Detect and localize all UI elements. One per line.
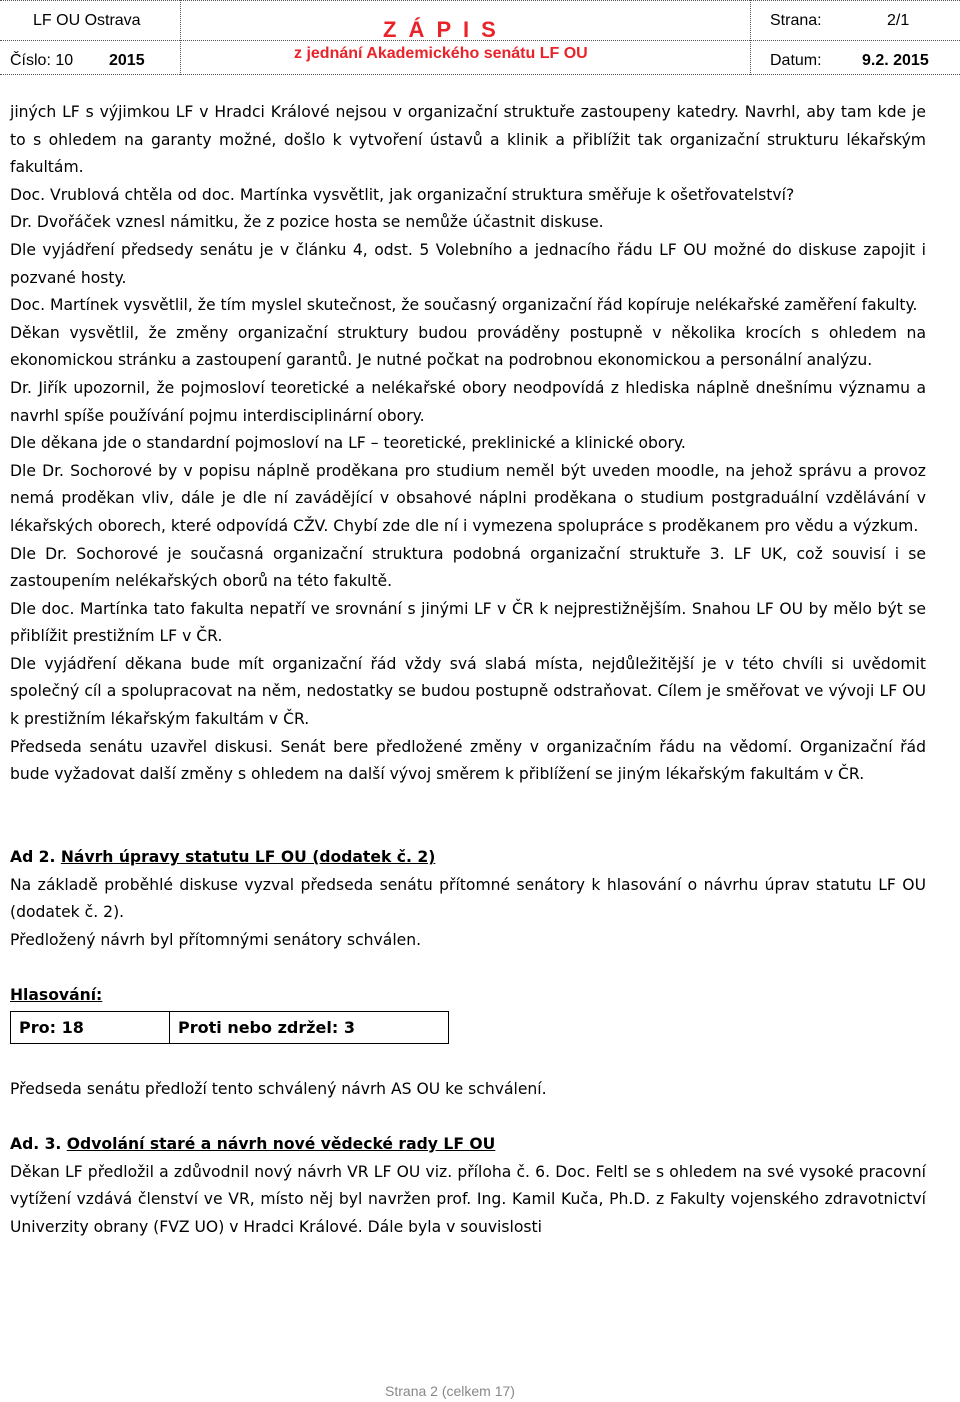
header-divider-left (180, 0, 181, 75)
header-year: 2015 (109, 52, 145, 69)
header-rule-top (0, 0, 960, 1)
header-divider-right (750, 0, 751, 75)
paragraph: Doc. Vrublová chtěla od doc. Martínka vysvětlit, jak organizační struktura směřuje k ošetřovatelství? (10, 185, 795, 204)
paragraph: jiných LF s výjimkou LF v Hradci Králové nejsou v organizační struktuře zastoupeny katedry. Navrhl, aby tam kde je to s ohledem na garanty možné, došlo k vytvoření ústavů a klinik a přiblížit tak organizační strukturu lékařským fakultám. (10, 103, 926, 177)
vote-for-cell: Pro: 18 (11, 1011, 170, 1044)
spacer (10, 954, 926, 982)
paragraph: Děkan LF předložil a zdůvodnil nový návrh VR LF OU viz. příloha č. 6. Doc. Feltl se s ohledem na své vysoké pracovní vytížení vzdává členství ve VR, místo něj byl navržen prof. Ing. Kamil Kuča, Ph.D. z Fakulty vojenského zdravotnictví Univerzity obrany (FVZ UO) v Hradci Králové. Dále byla v souvislosti (10, 1162, 926, 1236)
paragraph: Předložený návrh byl přítomnými senátory schválen. (10, 930, 422, 949)
header-rule-middle (0, 40, 960, 41)
document-body (10, 99, 926, 1241)
section-3-prefix: Ad. 3. (10, 1134, 67, 1153)
section-2-heading (10, 844, 926, 872)
document-header (0, 0, 960, 75)
section-3-title: Odvolání staré a návrh nové vědecké rady LF OU (66, 1134, 496, 1153)
section-2-title: Návrh úpravy statutu LF OU (dodatek č. 2) (60, 848, 436, 867)
paragraph: Doc. Martínek vysvětlil, že tím myslel skutečnost, že současný organizační řád kopíruje nelékařské zaměření fakulty. (10, 296, 918, 315)
paragraph: Dle vyjádření předsedy senátu je v článku 4, odst. 5 Volebního a jednacího řádu LF OU možné do diskuse zapojit i pozvané hosty. (10, 240, 926, 287)
paragraph: Předseda senátu předloží tento schválený návrh AS OU ke schválení. (10, 1079, 547, 1098)
paragraph: Předseda senátu uzavřel diskusi. Senát bere předložené změny v organizačním řádu na vědomí. Organizační řád bude vyžadovat další změny s ohledem na další vývoj směrem k přiblížení se jiným lékařským fakultám v ČR. (10, 737, 926, 784)
paragraph: Dle doc. Martínka tato fakulta nepatří ve srovnání s jinými LF v ČR k nejprestižnějším. Snahou LF OU by mělo být se přiblížit prestižním LF v ČR. (10, 599, 926, 646)
table-row (11, 1011, 449, 1044)
vote-against-cell: Proti nebo zdržel: 3 (170, 1011, 449, 1044)
header-page-value: 2/1 (887, 12, 910, 29)
vote-table (10, 1011, 449, 1045)
vote-heading-text: Hlasování: (10, 986, 103, 1004)
header-subtitle: z jednání Akademického senátu LF OU (294, 45, 588, 62)
header-date-value: 9.2. 2015 (862, 52, 929, 69)
page-footer: Strana 2 (celkem 17) (385, 1383, 515, 1399)
header-page-label: Strana: (770, 12, 822, 29)
paragraph: Dle Dr. Sochorové by v popisu náplně proděkana pro studium neměl být uveden moodle, na jehož správu a provoz nemá proděkan vliv, dále je dle ní zavádějící v obsahové náplni proděkana o studium postgraduální vzdělávání v lékařských oborech, které odpovídá CŽV. Chybí zde dle ní i vymezena spolupráce s proděkanem pro vědu a výzkum. (10, 461, 926, 535)
spacer (10, 789, 926, 817)
paragraph: Dle děkana jde o standardní pojmosloví na LF – teoretické, preklinické a klinické obory. (10, 434, 686, 453)
vote-heading (10, 982, 926, 1010)
section-2-prefix: Ad 2. (10, 848, 61, 867)
header-rule-bottom (0, 74, 960, 75)
spacer (10, 816, 926, 844)
spacer (10, 1048, 926, 1076)
paragraph: Na základě proběhlé diskuse vyzval předseda senátu přítomné senátory k hlasování o návrhu úprav statutu LF OU (dodatek č. 2). (10, 875, 926, 922)
paragraph: Děkan vysvětlil, že změny organizační struktury budou prováděny postupně v několika krocích s ohledem na ekonomickou stránku a zastoupení garantů. Je nutné počkat na podrobnou ekonomickou a personální analýzu. (10, 323, 926, 370)
header-date-label: Datum: (770, 52, 822, 69)
spacer (10, 1103, 926, 1131)
paragraph: Dle Dr. Sochorové je současná organizační struktura podobná organizační struktuře 3. LF UK, což souvisí i se zastoupením nelékařských oborů na této fakultě. (10, 544, 926, 591)
header-org: LF OU Ostrava (33, 12, 141, 29)
section-3-heading (10, 1131, 926, 1159)
header-number-label: Číslo: 10 (10, 52, 74, 69)
paragraph: Dle vyjádření děkana bude mít organizační řád vždy svá slabá místa, nejdůležitější je v této chvíli si uvědomit společný cíl a spolupracovat na něm, nedostatky se budou postupně odstraňovat. Cílem je směřovat ve vývoji LF OU k prestižním lékařským fakultám v ČR. (10, 654, 926, 729)
header-title: Z Á P I S (383, 17, 499, 42)
paragraph: Dr. Jiřík upozornil, že pojmosloví teoretické a nelékařské obory neodpovídá z hlediska náplně dnešnímu významu a navrhl spíše používání pojmu interdisciplinární obory. (10, 378, 926, 425)
paragraph: Dr. Dvořáček vznesl námitku, že z pozice hosta se nemůže účastnit diskuse. (10, 213, 604, 232)
